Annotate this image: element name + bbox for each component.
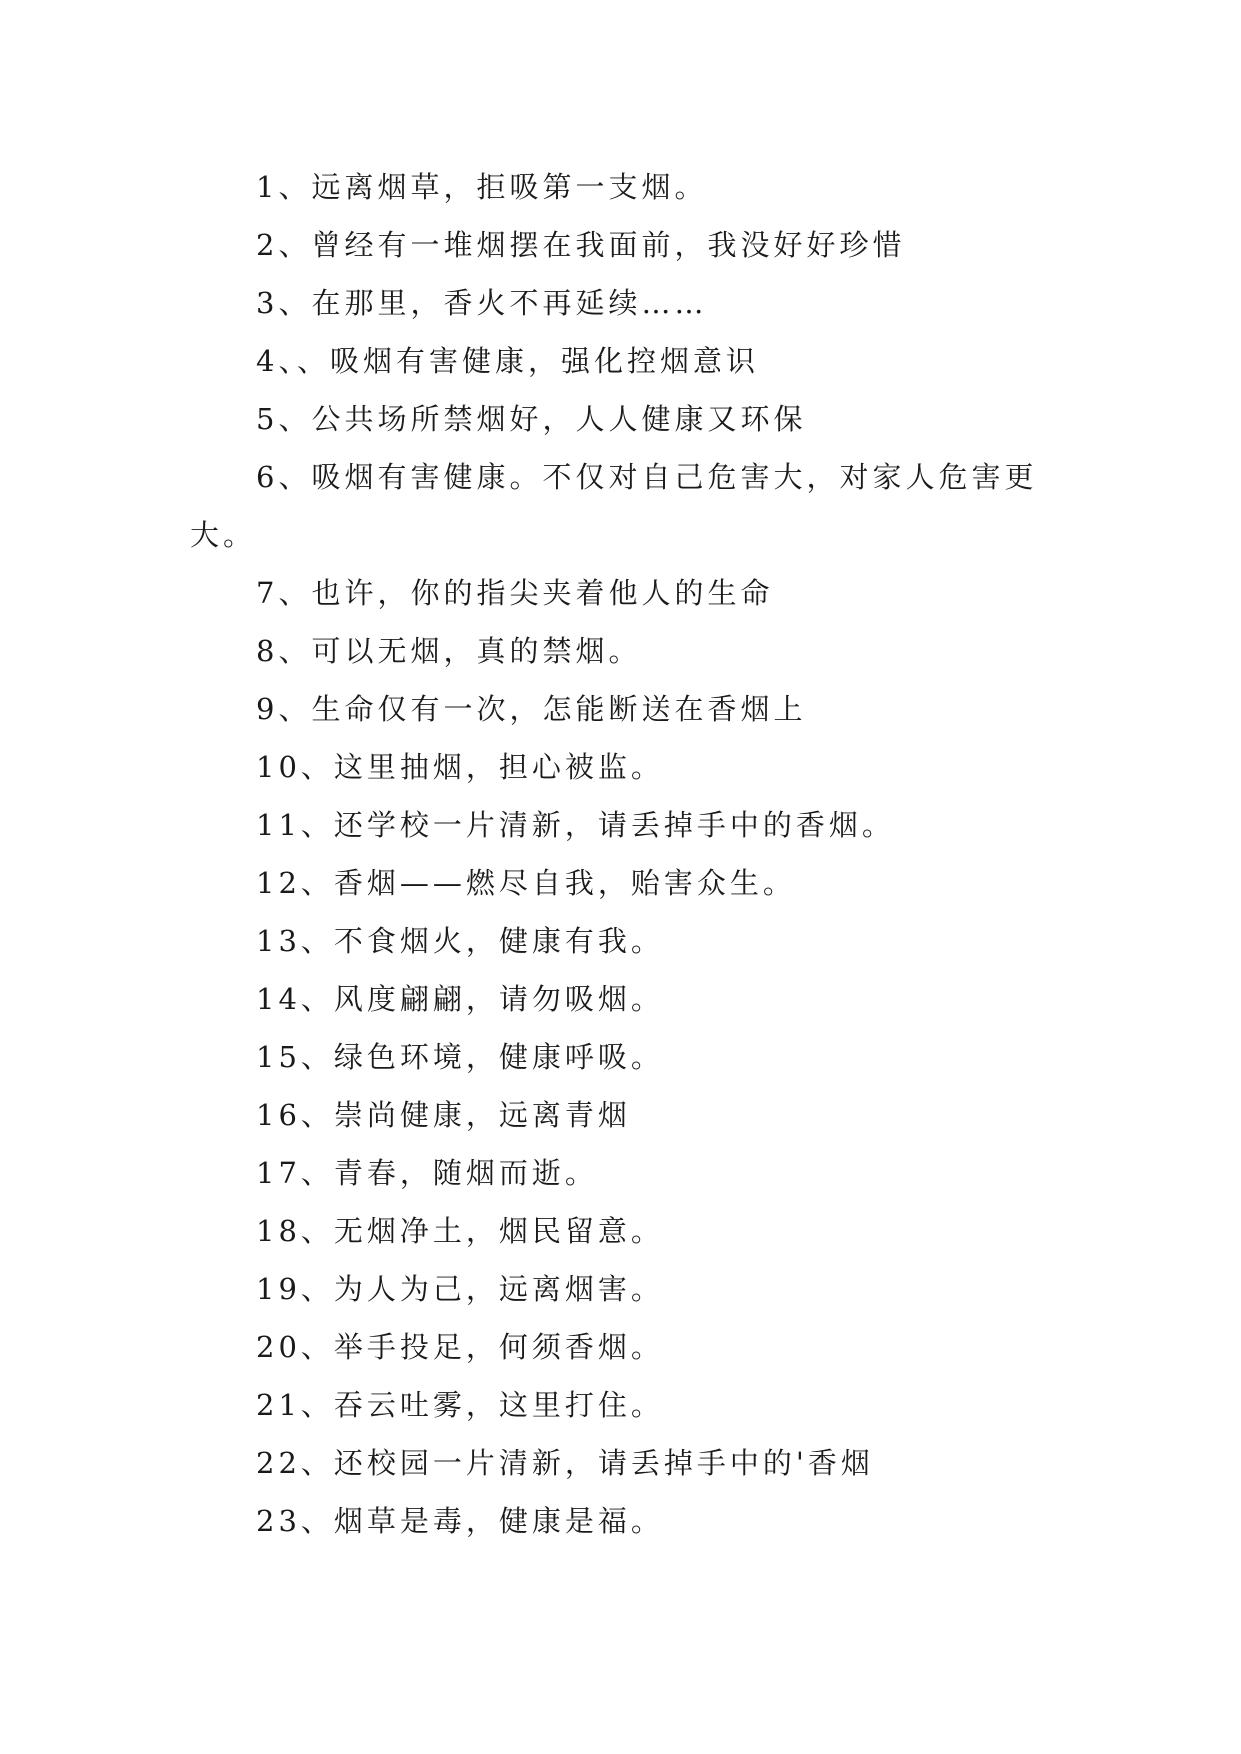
slogan-list xyxy=(190,158,1060,1550)
slogan-line: 6、吸烟有害健康。不仅对自己危害大，对家人危害更大。 xyxy=(190,460,1038,552)
slogan-line: 1、远离烟草，拒吸第一支烟。 xyxy=(256,170,708,204)
slogan-line: 23、烟草是毒，健康是福。 xyxy=(256,1504,664,1538)
slogan-line: 17、青春，随烟而逝。 xyxy=(256,1156,598,1190)
slogan-line: 10、这里抽烟，担心被监。 xyxy=(256,750,664,784)
slogan-line: 11、还学校一片清新，请丢掉手中的香烟。 xyxy=(256,808,895,842)
slogan-line: 9、生命仅有一次，怎能断送在香烟上 xyxy=(256,692,807,726)
slogan-line: 20、举手投足，何须香烟。 xyxy=(256,1330,664,1364)
slogan-line: 3、在那里，香火不再延续…… xyxy=(256,286,708,320)
slogan-line: 13、不食烟火，健康有我。 xyxy=(256,924,664,958)
slogan-line: 2、曾经有一堆烟摆在我面前，我没好好珍惜 xyxy=(256,228,906,262)
slogan-line: 21、吞云吐雾，这里打住。 xyxy=(256,1388,664,1422)
slogan-line: 14、风度翩翩，请勿吸烟。 xyxy=(256,982,664,1016)
slogan-line: 5、公共场所禁烟好，人人健康又环保 xyxy=(256,402,807,436)
slogan-line: 8、可以无烟，真的禁烟。 xyxy=(256,634,642,668)
slogan-line: 16、崇尚健康，远离青烟 xyxy=(256,1098,631,1132)
slogan-line: 18、无烟净土，烟民留意。 xyxy=(256,1214,664,1248)
slogan-line: 4、、吸烟有害健康，强化控烟意识 xyxy=(256,344,759,378)
slogan-line: 12、香烟——燃尽自我，贻害众生。 xyxy=(256,866,796,900)
slogan-line: 19、为人为己，远离烟害。 xyxy=(256,1272,664,1306)
slogan-line: 7、也许，你的指尖夹着他人的生命 xyxy=(256,576,774,610)
slogan-line: 15、绿色环境，健康呼吸。 xyxy=(256,1040,664,1074)
slogan-line: 22、还校园一片清新，请丢掉手中的'香烟 xyxy=(256,1446,874,1480)
